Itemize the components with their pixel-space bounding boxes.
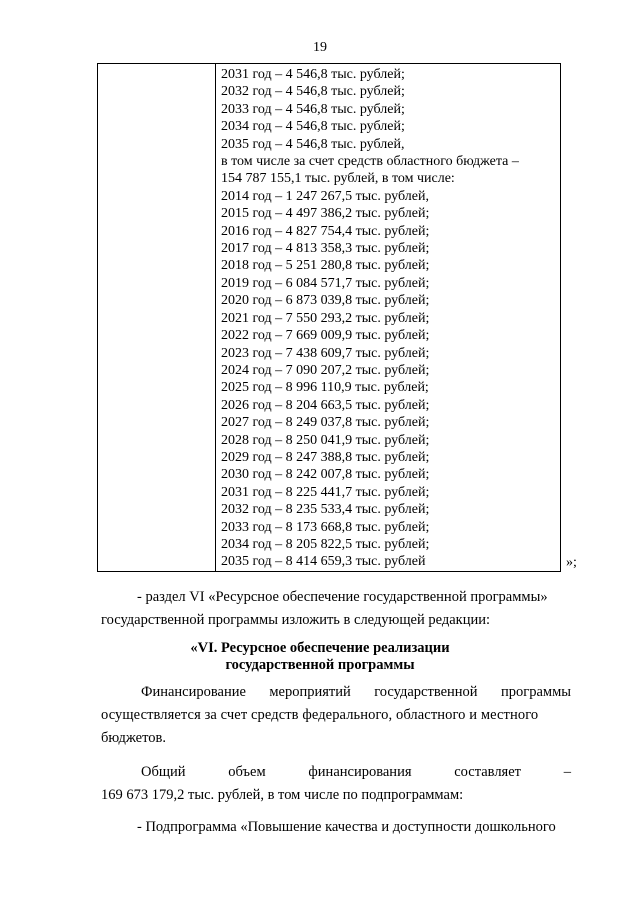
funding-line: 2021 год – 7 550 293,2 тыс. рублей; [221,310,430,326]
word: государственной [374,684,478,700]
closing-quote: »; [566,555,577,570]
funding-line: 2017 год – 4 813 358,3 тыс. рублей; [221,241,430,257]
funding-line: 2015 год – 4 497 386,2 тыс. рублей; [221,206,430,222]
word: финансирования [308,764,412,780]
paragraph-section-change [101,586,571,632]
word: Общий [141,764,186,780]
page-number: 19 [313,40,327,55]
funding-line: 2031 год – 4 546,8 тыс. рублей; [221,67,405,82]
paragraph-line: государственной программы изложить в следующей редакции: [101,612,491,628]
funding-line: 2035 год – 8 414 659,3 тыс. рублей [221,554,426,570]
justified-line [101,761,571,784]
heading-line: государственной программы [225,657,415,673]
funding-line: 2024 год – 7 090 207,2 тыс. рублей; [221,362,430,378]
funding-line: 2026 год – 8 204 663,5 тыс. рублей; [221,397,430,413]
word: объем [228,764,266,780]
funding-line: 2032 год – 4 546,8 тыс. рублей; [221,84,405,100]
funding-line: 2034 год – 8 205 822,5 тыс. рублей; [221,536,430,552]
word: программы [501,684,571,700]
funding-line: 2029 год – 8 247 388,8 тыс. рублей; [221,449,430,465]
funding-line: 2027 год – 8 249 037,8 тыс. рублей; [221,415,430,431]
justified-line [101,681,571,704]
funding-line: 2014 год – 1 247 267,5 тыс. рублей, [221,188,429,204]
funding-line: 2033 год – 4 546,8 тыс. рублей; [221,101,405,117]
funding-line: 2034 год – 4 546,8 тыс. рублей; [221,119,405,135]
funding-line: 154 787 155,1 тыс. рублей, в том числе: [221,171,455,187]
funding-line: 2020 год – 6 873 039,8 тыс. рублей; [221,293,430,309]
paragraph-subprogram [101,816,571,839]
funding-line: 2031 год – 8 225 441,7 тыс. рублей; [221,484,430,500]
funding-line: 2035 год – 4 546,8 тыс. рублей, [221,136,405,152]
word: мероприятий [269,684,351,700]
paragraph-line: - Подпрограмма «Повышение качества и доступности дошкольного [137,819,556,835]
funding-line: 2033 год – 8 173 668,8 тыс. рублей; [221,519,430,535]
paragraph-line: 169 673 179,2 тыс. рублей, в том числе по подпрограммам: [101,787,464,803]
funding-line: 2032 год – 8 235 533,4 тыс. рублей; [221,502,430,518]
paragraph-financing [101,681,571,750]
funding-line: 2019 год – 6 084 571,7 тыс. рублей; [221,275,430,291]
section-heading [0,640,640,674]
funding-line: 2023 год – 7 438 609,7 тыс. рублей; [221,345,430,361]
word: – [563,764,571,780]
funding-line: в том числе за счет средств областного бюджета – [221,154,519,170]
paragraph-line: бюджетов. [101,730,166,746]
word: Финансирование [141,684,246,700]
heading-line: «VI. Ресурсное обеспечение реализации [190,640,450,656]
funding-table [97,63,561,572]
funding-line: 2028 год – 8 250 041,9 тыс. рублей; [221,432,430,448]
word: составляет [454,764,521,780]
paragraph-total [101,761,571,807]
funding-line: 2025 год – 8 996 110,9 тыс. рублей; [221,380,429,396]
funding-line: 2016 год – 4 827 754,4 тыс. рублей; [221,223,430,239]
funding-cell [221,66,556,571]
funding-line: 2030 год – 8 242 007,8 тыс. рублей; [221,467,430,483]
paragraph-line: - раздел VI «Ресурсное обеспечение государственной программы» [137,589,548,605]
paragraph-line: осуществляется за счет средств федерального, областного и местного [101,707,539,723]
table-column-divider [215,64,216,571]
funding-line: 2022 год – 7 669 009,9 тыс. рублей; [221,328,430,344]
funding-line: 2018 год – 5 251 280,8 тыс. рублей; [221,258,430,274]
